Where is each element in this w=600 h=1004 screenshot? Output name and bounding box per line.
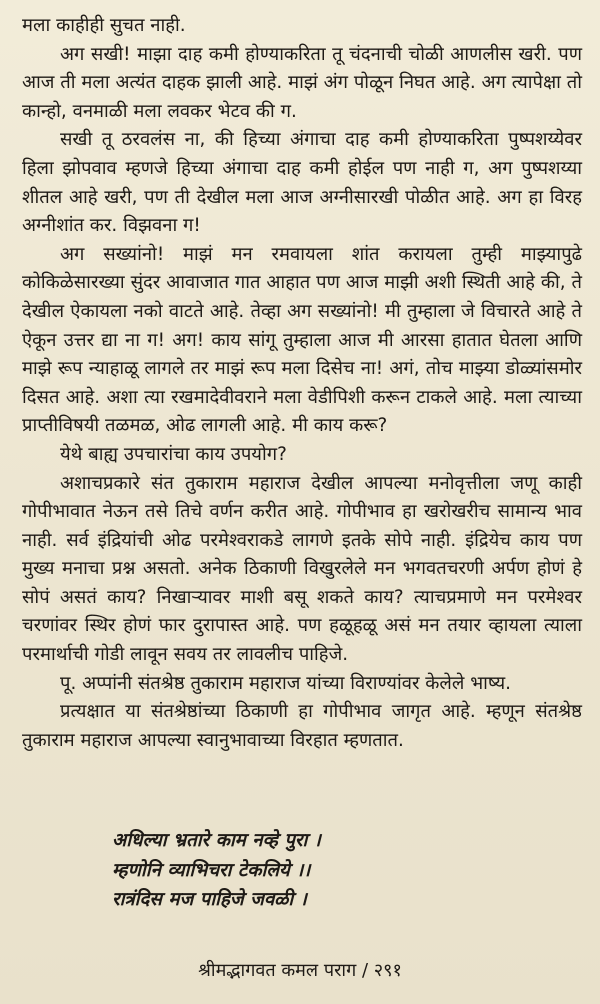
body-text — [22, 12, 582, 755]
paragraph-4: अग सख्यांनो! माझं मन रमवायला शांत करायला तुम्ही माझ्यापुढे कोकिळेसारख्या सुंदर आवाजात गात आहात पण आज माझी अशी स्थिती आहे की, ते देखील ऐकायला नको वाटते आहे. तेव्हा अग सख्यांनो! मी तुम्हाला जे विचारते आहे ते ऐकून उत्तर द्या ना ग! अग! काय सांगू तुम्हाला आज मी आरसा हातात घेतला आणि माझे रूप न्याहाळू लागले तर माझं रूप मला दिसेच ना! अगं, तोच माझ्या डोळ्यांसमोर दिसत आहे. अशा त्या रखमादेवीवराने मला वेडीपिशी करून टाकले आहे. मला त्याच्या प्राप्तीविषयी तळमळ, ओढ लागली आहे. मी काय करू? — [22, 243, 582, 437]
paragraph-5: येथे बाह्य उपचारांचा काय उपयोग? — [60, 443, 287, 465]
page-footer: श्रीमद्भागवत कमल पराग / २९१ — [198, 960, 402, 981]
verse-line-1: अधिल्या भ्रतारे काम नव्हे पुरा । — [112, 830, 321, 851]
verse-line-2: म्हणोनि व्याभिचरा टेकलिये ।। — [112, 859, 311, 881]
verse-block — [112, 826, 321, 915]
verse-line-3: रात्रंदिस मज पाहिजे जवळी । — [112, 889, 307, 910]
paragraph-3: सखी तू ठरवलंस ना, की हिच्या अंगाचा दाह कमी होण्याकरिता पुष्पशय्येवर हिला झोपवाव म्हणजे हिच्या अंगाचा दाह कमी होईल पण नाही ग, अग पुष्पशय्या शीतल आहे खरी, पण ती देखील मला आज अग्नीसारखी पोळीत आहे. अग हा विरह अग्नीशांत कर. विझवना ग! — [22, 129, 582, 237]
paragraph-7: पू. अप्पांनी संतश्रेष्ठ तुकाराम महाराज यांच्या विराण्यांवर केलेले भाष्य. — [60, 672, 511, 694]
paragraph-2: अग सखी! माझा दाह कमी होण्याकरिता तू चंदनाची चोळी आणलीस खरी. पण आज ती मला अत्यंत दाहक झाली आहे. माझं अंग पोळून निघत आहे. अग त्यापेक्षा तो कान्हो, वनमाळी मला लवकर भेटव की ग. — [22, 43, 583, 122]
paragraph-8: प्रत्यक्षात या संतश्रेष्ठांच्या ठिकाणी हा गोपीभाव जागृत आहे. म्हणून संतश्रेष्ठ तुकाराम महाराज आपल्या स्वानुभावाच्या विरहात म्हणतात. — [22, 701, 582, 751]
paragraph-1: मला काहीही सुचत नाही. — [22, 15, 186, 36]
paragraph-6: अशाचप्रकारे संत तुकाराम महाराज देखील आपल्या मनोवृत्तीला जणू काही गोपीभावात नेऊन तसे तिचे वर्णन करीत आहे. गोपीभाव हा खरोखरीच सामान्य भाव नाही. सर्व इंद्रियांची ओढ परमेश्वराकडे लागणे इतके सोपे नाही. इंद्रियेच काय पण मुख्य मनाचा प्रश्न असतो. अनेक ठिकाणी विखुरलेले मन भगवतचरणी अर्पण होणं हे सोपं असतं काय? निखाऱ्यावर माशी बसू शकते काय? त्याचप्रमाणे मन परमेश्वर चरणांवर स्थिर होणं फार दुरापास्त आहे. पण हळूहळू असं मन तयार व्हायला त्याला परमार्थाची गोडी लावून सवय तर लावलीच पाहिजे. — [22, 472, 582, 666]
